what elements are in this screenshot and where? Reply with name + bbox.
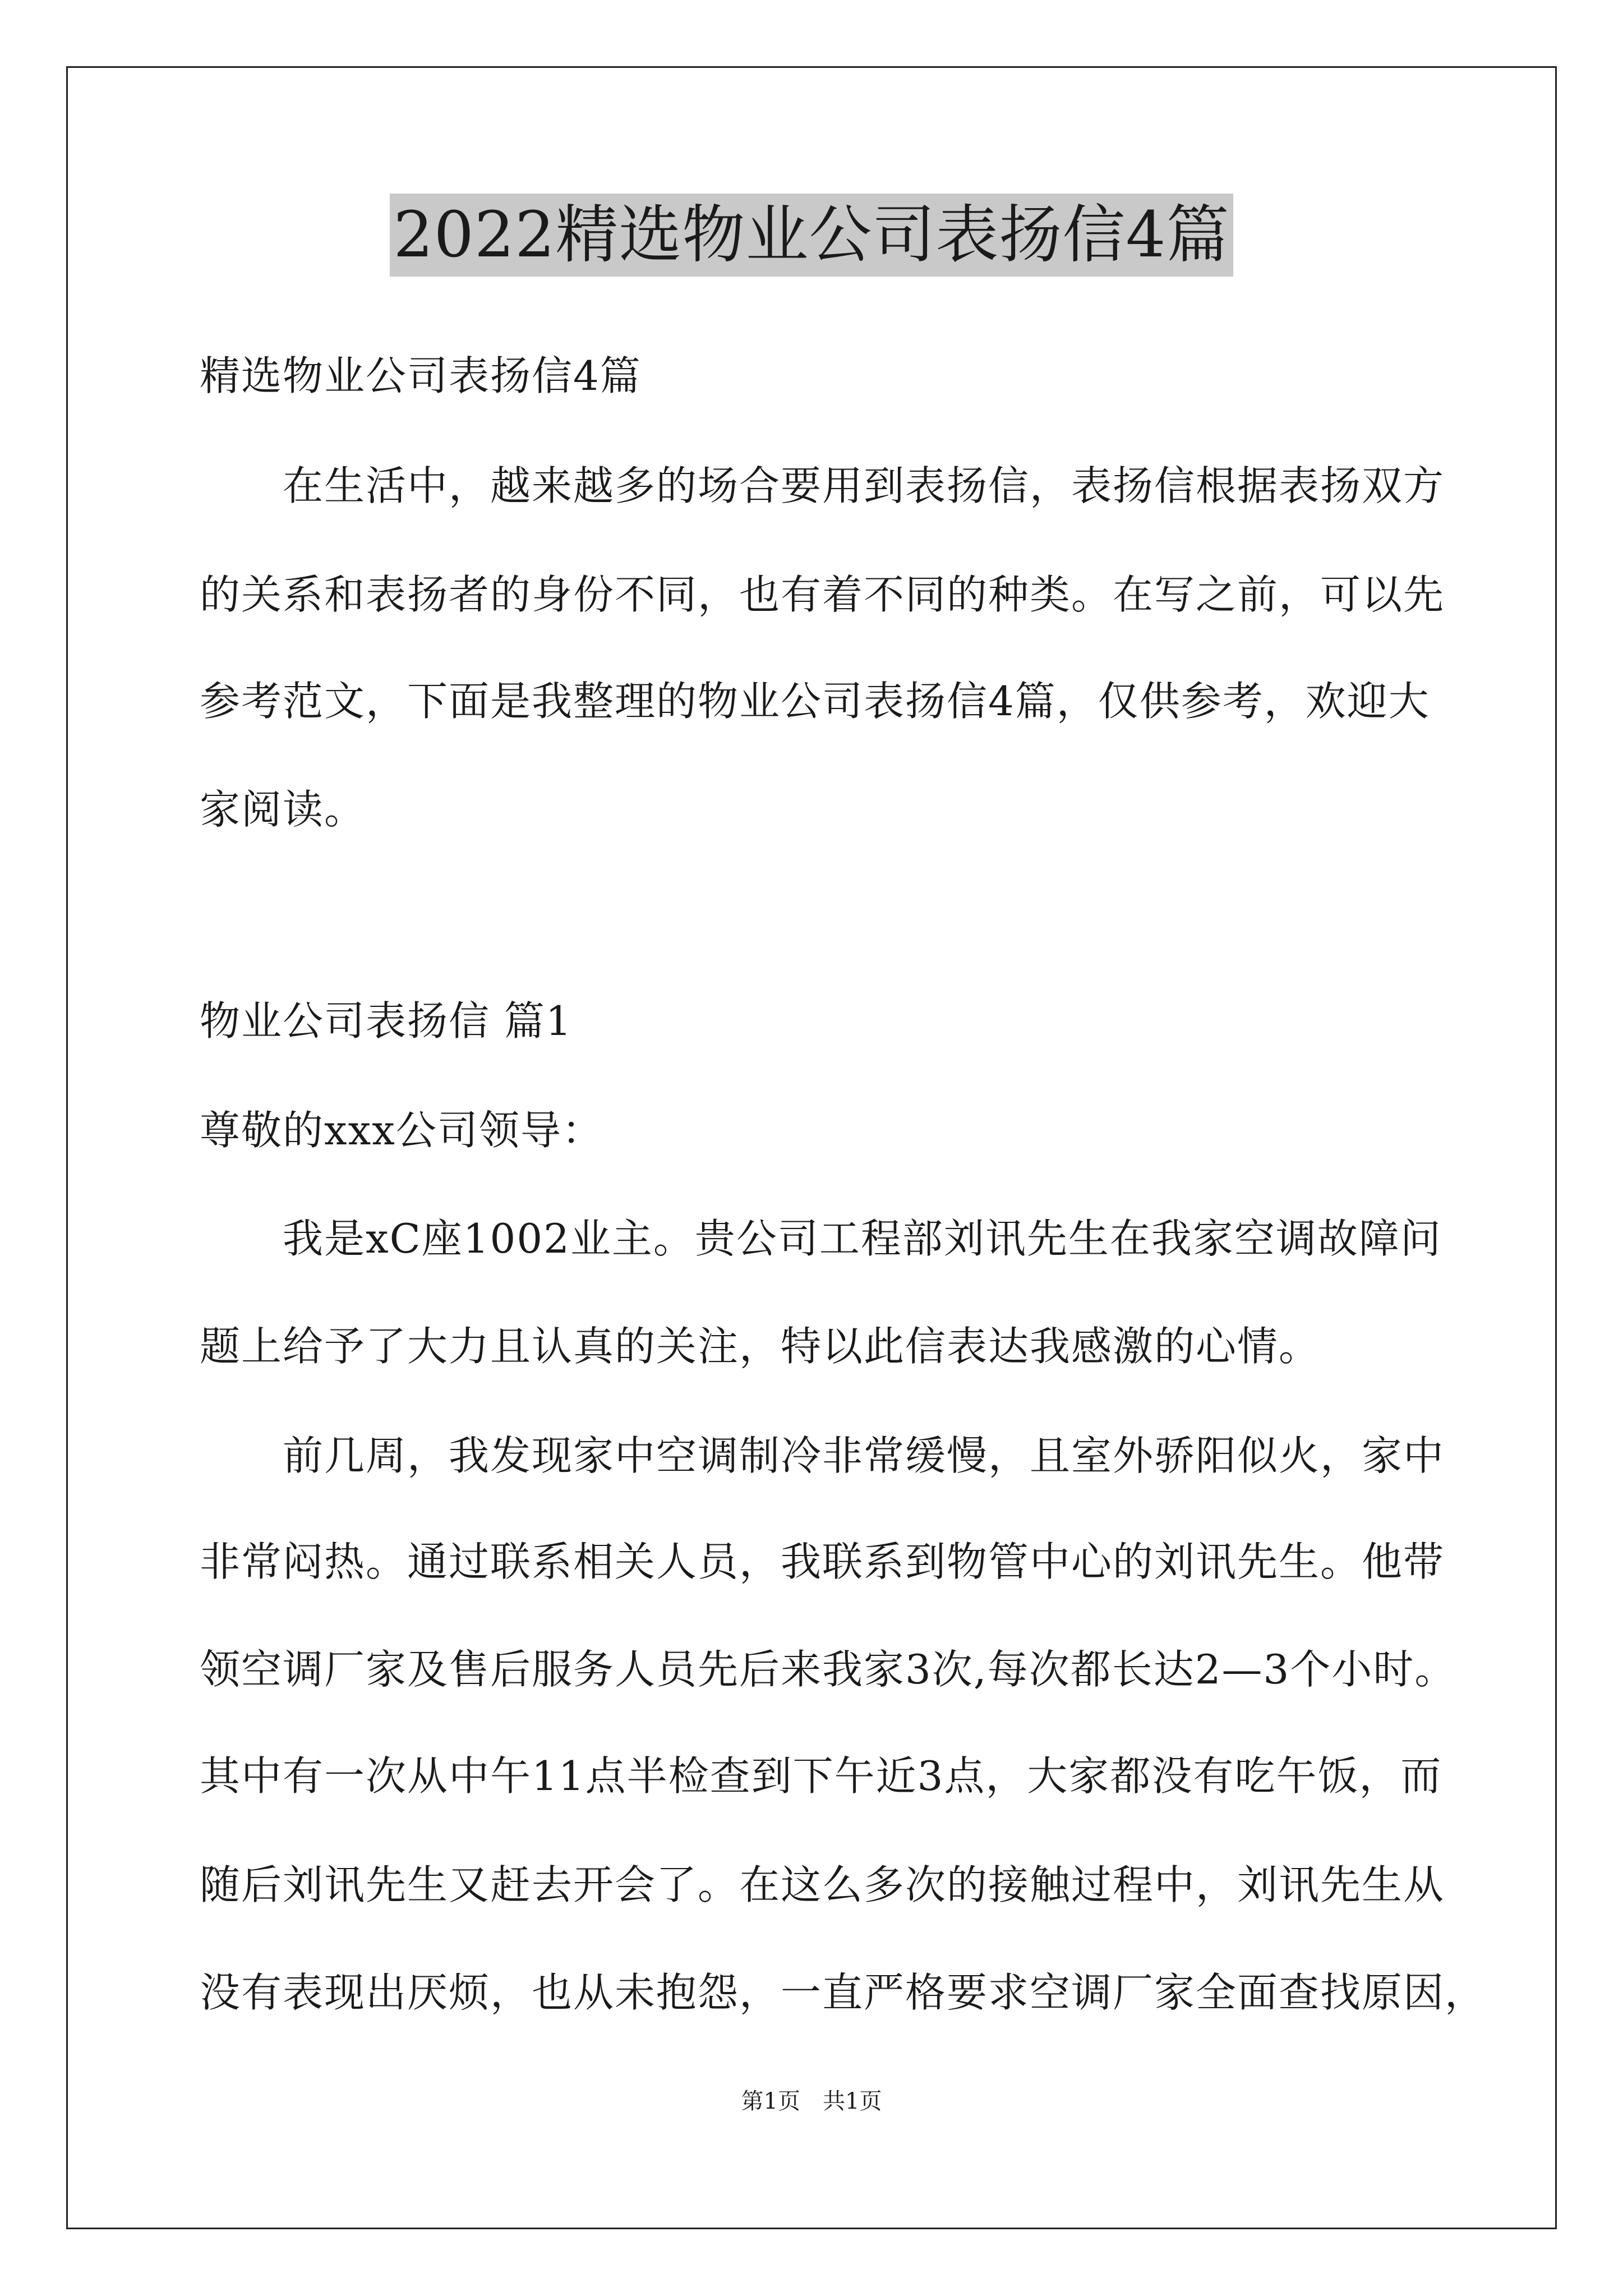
subtitle-line: 精选物业公司表扬信4篇 <box>200 352 642 399</box>
paragraph-line: 家阅读。 <box>200 786 366 833</box>
paragraph-line: 随后刘讯先生又赶去开会了。在这么多次的接触过程中，刘讯先生从 <box>200 1861 1445 1908</box>
paragraph-line: 其中有一次从中午11点半检查到下午近3点，大家都没有吃午饭，而 <box>200 1752 1442 1800</box>
paragraph-line: 在生活中，越来越多的场合要用到表扬信，表扬信根据表扬双方 <box>283 462 1445 509</box>
section-heading: 物业公司表扬信 篇1 <box>200 997 573 1045</box>
paragraph-line: 前几周，我发现家中空调制冷非常缓慢，且室外骄阳似火，家中 <box>283 1432 1445 1479</box>
paragraph-line: 的关系和表扬者的身份不同，也有着不同的种类。在写之前，可以先 <box>200 571 1445 618</box>
paragraph-line: 我是xC座1002业主。贵公司工程部刘讯先生在我家空调故障问 <box>283 1215 1442 1262</box>
title-container <box>0 194 1623 277</box>
salutation: 尊敬的xxx公司领导： <box>200 1107 603 1154</box>
document-title: 2022精选物业公司表扬信4篇 <box>390 194 1233 277</box>
paragraph-line: 领空调厂家及售后服务人员先后来我家3次,每次都长达2—3个小时。 <box>200 1646 1456 1693</box>
paragraph-line: 参考范文，下面是我整理的物业公司表扬信4篇，仅供参考，欢迎大 <box>200 678 1430 725</box>
paragraph-line: 非常闷热。通过联系相关人员，我联系到物管中心的刘讯先生。他带 <box>200 1538 1445 1585</box>
page-footer: 第1页 共1页 <box>741 2088 882 2114</box>
paragraph-line: 没有表现出厌烦，也从未抱怨，一直严格要求空调厂家全面查找原因， <box>200 1969 1487 2016</box>
paragraph-line: 题上给予了大力且认真的关注，特以此信表达我感激的心情。 <box>200 1323 1321 1370</box>
